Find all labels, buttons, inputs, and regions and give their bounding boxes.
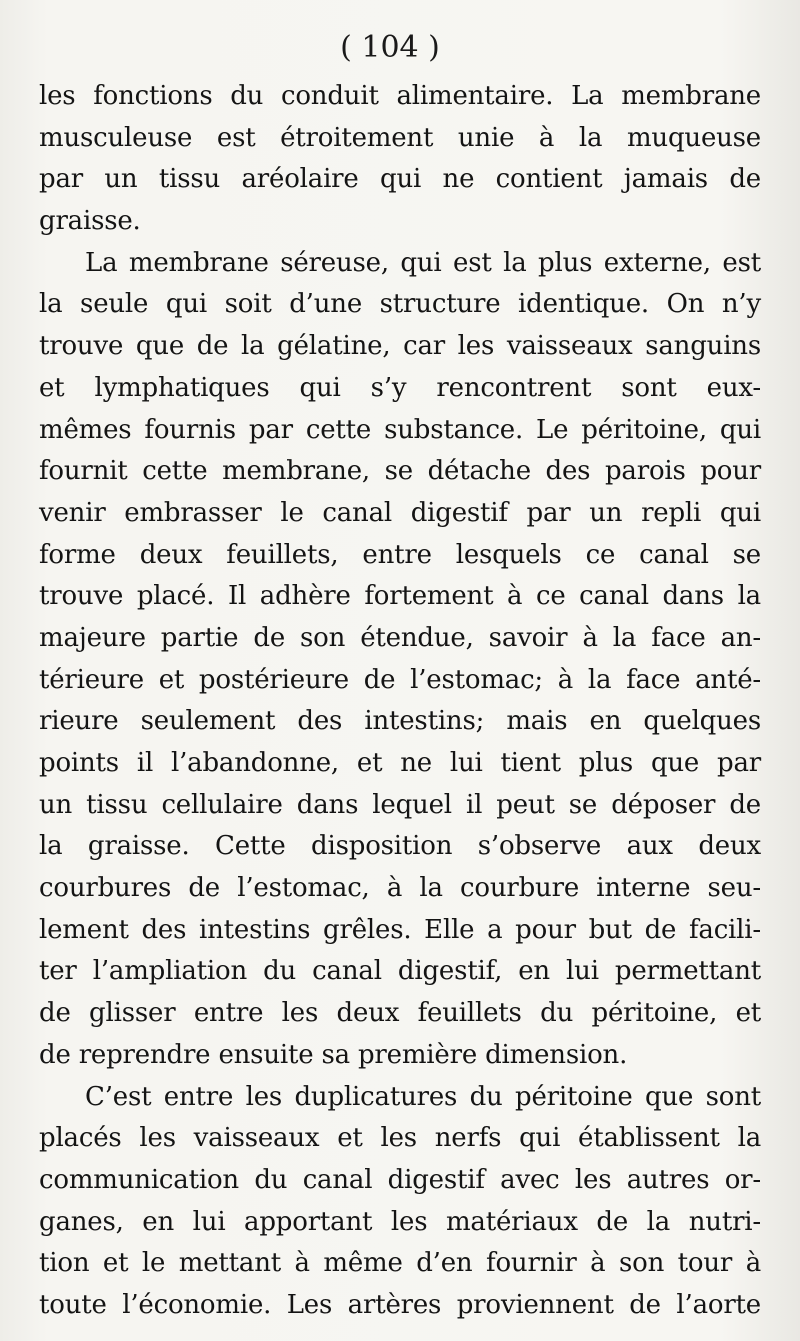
text-line: tion et le mettant à même d’en fournir à son tour à (39, 1248, 761, 1279)
text-line: musculeuse est étroitement unie à la muqueuse (39, 122, 761, 153)
text-line: forme deux feuillets, entre lesquels ce canal se (39, 539, 761, 570)
text-line: points il l’abandonne, et ne lui tient plus que par (39, 748, 761, 778)
text-line: mêmes fournis par cette substance. Le péritoine, qui (39, 414, 761, 445)
text-line: et lymphatiques qui s’y rencontrent sont eux- (39, 372, 761, 403)
text-line: C’est entre les duplicatures du péritoine que sont (85, 1081, 761, 1112)
text-line: ganes, en lui apportant les matériaux de la nutri- (39, 1206, 761, 1237)
text-line: par un tissu aréolaire qui ne contient jamais de (39, 164, 761, 195)
body-text (39, 76, 761, 1327)
text-line: communication du canal digestif avec les autres or- (39, 1164, 761, 1195)
text-line: graisse. (39, 206, 141, 237)
text-line: térieure et postérieure de l’estomac; à la face anté- (39, 664, 761, 695)
text-line: la seule qui soit d’une structure identique. On n’y (39, 289, 761, 320)
text-line: toute l’économie. Les artères proviennent de l’aorte (39, 1289, 761, 1320)
text-line: fournit cette membrane, se détache des parois pour (39, 456, 761, 487)
text-line: majeure partie de son étendue, savoir à la face an- (39, 622, 761, 653)
text-line: lement des intestins grêles. Elle a pour but de facili- (39, 914, 761, 945)
text-line: courbures de l’estomac, à la courbure interne seu- (39, 873, 761, 904)
text-line: un tissu cellulaire dans lequel il peut se déposer de (39, 789, 761, 820)
text-line: de glisser entre les deux feuillets du péritoine, et (39, 998, 761, 1029)
text-line: trouve que de la gélatine, car les vaisseaux sanguins (39, 331, 761, 362)
text-line: rieure seulement des intestins; mais en quelques (39, 706, 761, 737)
text-line: la graisse. Cette disposition s’observe aux deux (39, 831, 761, 862)
text-line: placés les vaisseaux et les nerfs qui établissent la (39, 1123, 761, 1154)
text-line: trouve placé. Il adhère fortement à ce canal dans la (39, 581, 761, 612)
text-line: ter l’ampliation du canal digestif, en lui permettant (39, 956, 761, 987)
text-line: de reprendre ensuite sa première dimension. (39, 1039, 628, 1070)
page-number: ( 104 ) (340, 30, 440, 65)
text-line: les fonctions du conduit alimentaire. La membrane (39, 81, 761, 111)
text-line: La membrane séreuse, qui est la plus externe, est (85, 247, 761, 278)
text-line: venir embrasser le canal digestif par un repli qui (39, 497, 761, 528)
